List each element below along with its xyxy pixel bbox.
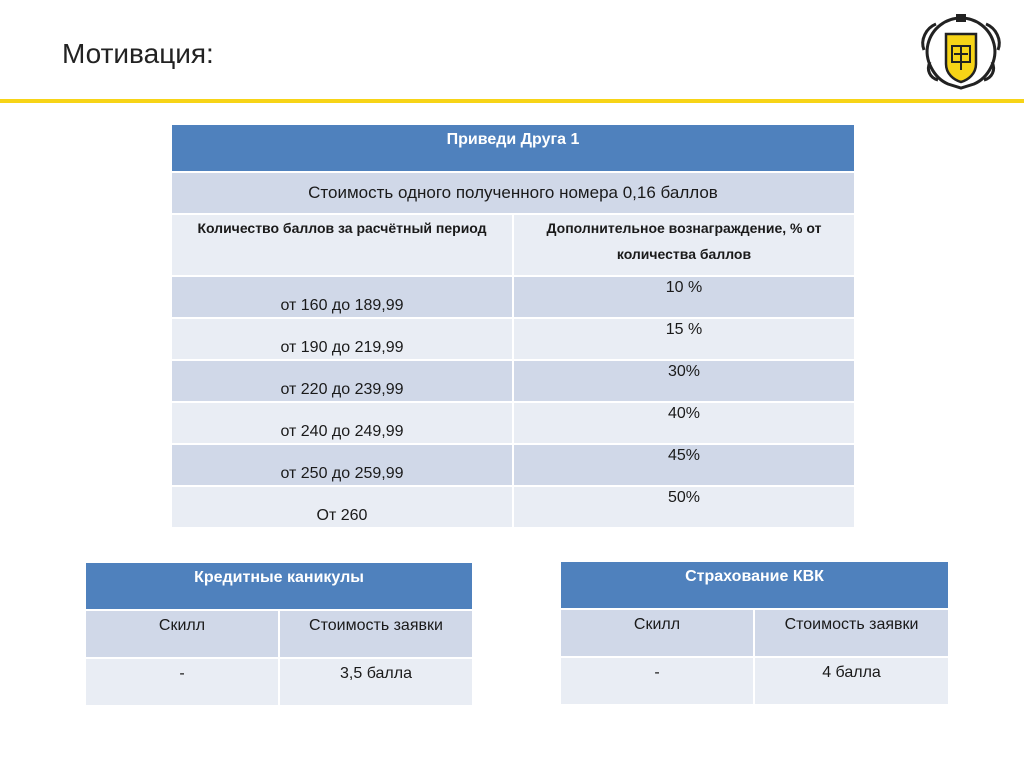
column-header-reward: Дополнительное вознаграждение, % от количества баллов [513, 214, 855, 276]
table-row [85, 658, 473, 706]
reward-percent: 50% [513, 486, 855, 528]
reward-percent: 10 % [513, 276, 855, 318]
column-header-cost: Стоимость заявки [754, 609, 949, 657]
points-range: от 220 до 239,99 [171, 360, 513, 402]
table-row [171, 318, 855, 360]
column-header-skill: Скилл [560, 609, 754, 657]
skill-value: - [560, 657, 754, 705]
points-range: от 160 до 189,99 [171, 276, 513, 318]
cost-per-number: Стоимость одного полученного номера 0,16 баллов [171, 172, 855, 214]
title-divider [0, 99, 1024, 103]
points-range: от 240 до 249,99 [171, 402, 513, 444]
table-row [171, 402, 855, 444]
skill-value: - [85, 658, 279, 706]
table-row [171, 276, 855, 318]
reward-percent: 15 % [513, 318, 855, 360]
credit-holidays-header: Кредитные каникулы [85, 562, 473, 610]
table-row [171, 360, 855, 402]
kvk-insurance-header: Страхование КВК [560, 561, 949, 609]
kvk-insurance-table [559, 560, 950, 706]
reward-percent: 30% [513, 360, 855, 402]
bring-friend-table [170, 123, 856, 529]
table-row [171, 486, 855, 528]
cost-value: 3,5 балла [279, 658, 473, 706]
page-title: Мотивация: [62, 38, 214, 69]
reward-percent: 45% [513, 444, 855, 486]
points-range: от 190 до 219,99 [171, 318, 513, 360]
points-range: от 250 до 259,99 [171, 444, 513, 486]
table-row [560, 657, 949, 705]
column-header-cost: Стоимость заявки [279, 610, 473, 658]
column-header-points: Количество баллов за расчётный период [171, 214, 513, 276]
reward-percent: 40% [513, 402, 855, 444]
column-header-skill: Скилл [85, 610, 279, 658]
points-range: От 260 [171, 486, 513, 528]
shield-emblem-icon [916, 10, 1006, 90]
bring-friend-header: Приведи Друга 1 [171, 124, 855, 172]
credit-holidays-table [84, 561, 474, 707]
table-row [171, 444, 855, 486]
cost-value: 4 балла [754, 657, 949, 705]
